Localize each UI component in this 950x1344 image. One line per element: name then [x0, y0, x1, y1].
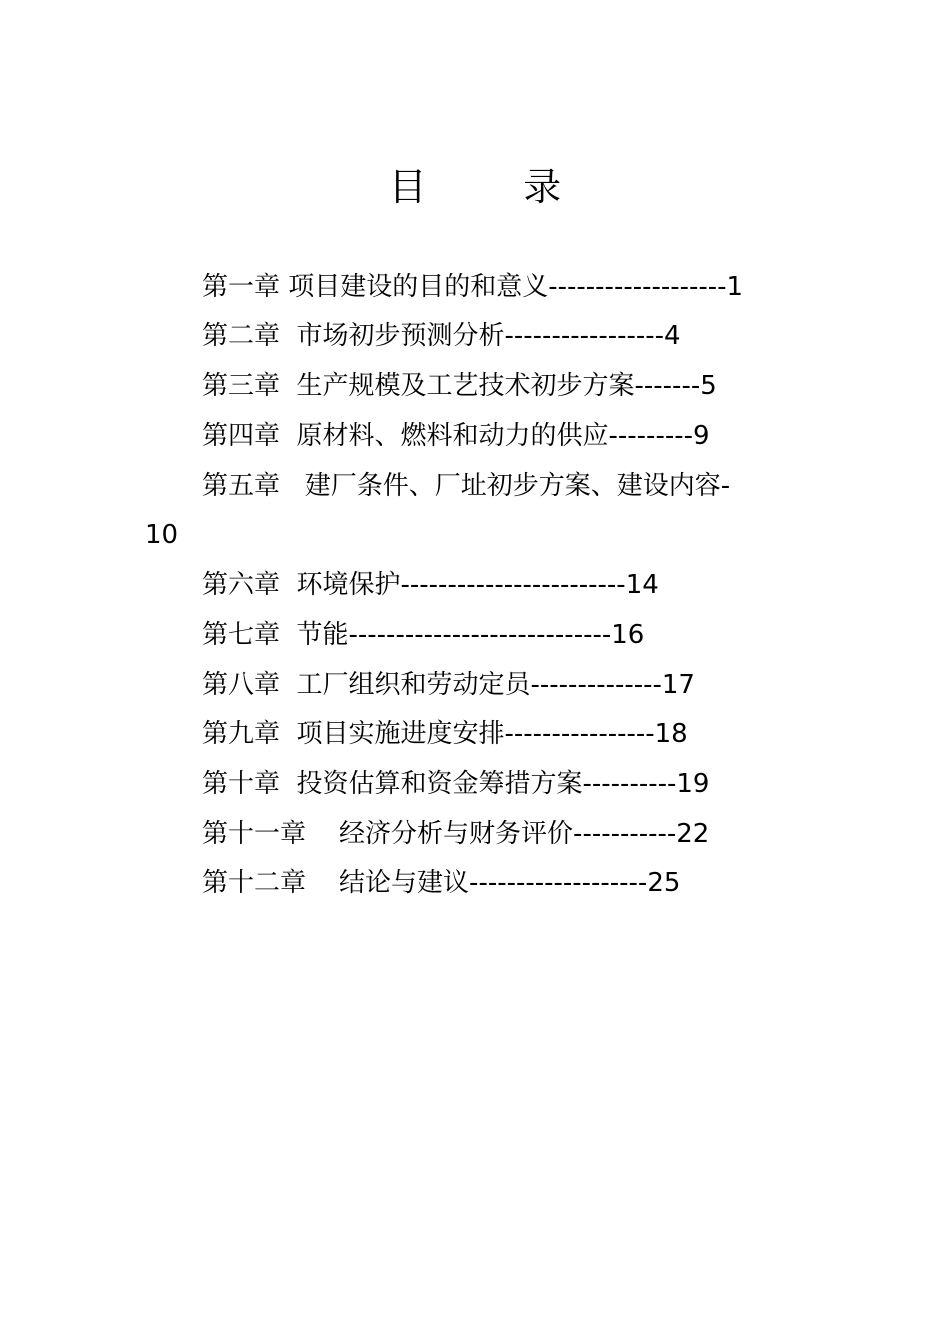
toc-entry-chapter-5: 第五章 建厂条件、厂址初步方案、建设内容- — [202, 471, 731, 501]
toc-entry-chapter-2: 第二章 市场初步预测分析-----------------4 — [202, 321, 681, 351]
toc-entry-chapter-12: 第十二章 结论与建议-------------------25 — [202, 868, 681, 898]
toc-entry-chapter-7: 第七章 节能----------------------------16 — [202, 620, 645, 650]
toc-entry-chapter-6: 第六章 环境保护------------------------14 — [202, 570, 659, 600]
toc-entry-chapter-8: 第八章 工厂组织和劳动定员--------------17 — [202, 670, 695, 700]
toc-entry-chapter-10: 第十章 投资估算和资金筹措方案----------19 — [202, 769, 710, 799]
page-title: 目 录 — [388, 165, 562, 209]
toc-entry-chapter-1: 第一章 项目建设的目的和意义-------------------1 — [202, 272, 744, 302]
toc-entry-chapter-5-page: 10 — [145, 520, 179, 550]
toc-entry-chapter-11: 第十一章 经济分析与财务评价-----------22 — [202, 819, 710, 849]
toc-entry-chapter-9: 第九章 项目实施进度安排----------------18 — [202, 719, 688, 749]
toc-entry-chapter-4: 第四章 原材料、燃料和动力的供应---------9 — [202, 421, 710, 451]
toc-entry-chapter-3: 第三章 生产规模及工艺技术初步方案-------5 — [202, 371, 717, 401]
